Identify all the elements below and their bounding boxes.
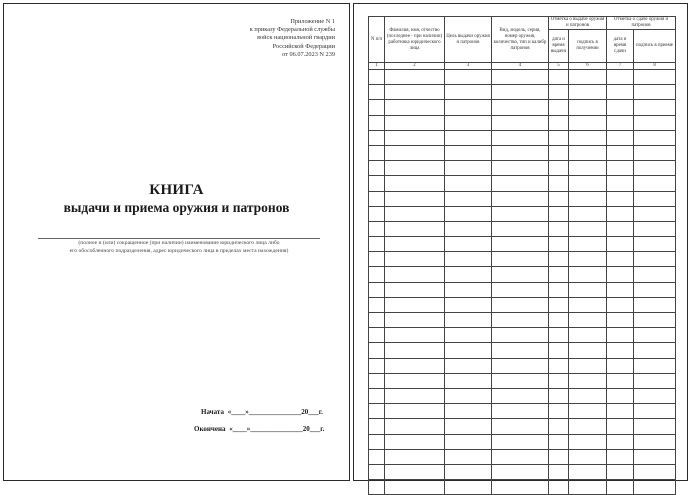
table-cell[interactable]	[385, 419, 445, 434]
table-row	[369, 191, 676, 206]
table-row	[369, 176, 676, 191]
table-cell[interactable]	[549, 404, 569, 419]
table-cell[interactable]	[549, 419, 569, 434]
book-title: КНИГА	[149, 182, 204, 198]
table-cell[interactable]	[385, 343, 445, 358]
end-date-label: Окончена	[194, 425, 226, 433]
table-row	[369, 343, 676, 358]
table-cell[interactable]	[445, 115, 492, 130]
table-cell[interactable]	[569, 434, 607, 449]
organization-fill-line	[38, 238, 320, 239]
appendix-line: Приложение N 1	[290, 18, 335, 25]
table-cell[interactable]	[492, 221, 549, 236]
table-cell[interactable]	[492, 130, 549, 145]
table-cell[interactable]	[369, 297, 385, 312]
start-date-blank: «____»_______________20___г.	[227, 408, 323, 416]
table-cell[interactable]	[445, 85, 492, 100]
table-cell[interactable]	[569, 313, 607, 328]
table-cell[interactable]	[634, 206, 676, 221]
header-return-sign: подпись в приеме	[634, 30, 676, 63]
table-cell[interactable]	[634, 449, 676, 464]
table-cell[interactable]	[549, 237, 569, 252]
table-cell[interactable]	[569, 267, 607, 282]
table-cell[interactable]	[445, 297, 492, 312]
table-cell[interactable]	[369, 252, 385, 267]
table-cell[interactable]	[369, 328, 385, 343]
table-cell[interactable]	[385, 145, 445, 160]
table-row	[369, 480, 676, 495]
book-subtitle: выдачи и приема оружия и патронов	[63, 200, 290, 215]
table-cell[interactable]	[369, 343, 385, 358]
journal-page	[353, 3, 688, 481]
table-cell[interactable]	[607, 161, 634, 176]
table-cell[interactable]	[569, 480, 607, 495]
table-row	[369, 267, 676, 282]
table-cell[interactable]	[607, 100, 634, 115]
table-cell[interactable]	[634, 161, 676, 176]
table-cell[interactable]	[607, 388, 634, 403]
table-cell[interactable]	[492, 358, 549, 373]
table-cell[interactable]	[445, 404, 492, 419]
table-row	[369, 313, 676, 328]
table-cell[interactable]	[569, 145, 607, 160]
table-cell[interactable]	[634, 464, 676, 479]
table-cell[interactable]	[385, 176, 445, 191]
table-cell[interactable]	[385, 267, 445, 282]
table-cell[interactable]	[492, 328, 549, 343]
table-cell[interactable]	[369, 130, 385, 145]
table-cell[interactable]	[369, 70, 385, 85]
table-cell[interactable]	[369, 145, 385, 160]
table-cell[interactable]	[385, 206, 445, 221]
table-cell[interactable]	[607, 297, 634, 312]
table-cell[interactable]	[492, 343, 549, 358]
table-cell[interactable]	[607, 130, 634, 145]
table-cell[interactable]	[385, 191, 445, 206]
table-cell[interactable]	[445, 267, 492, 282]
table-cell[interactable]	[549, 206, 569, 221]
table-cell[interactable]	[634, 85, 676, 100]
table-row	[369, 328, 676, 343]
table-cell[interactable]	[445, 130, 492, 145]
table-cell[interactable]	[445, 419, 492, 434]
table-cell[interactable]	[492, 267, 549, 282]
issue-return-table	[368, 16, 676, 495]
table-cell[interactable]	[492, 313, 549, 328]
table-cell[interactable]	[385, 252, 445, 267]
table-cell[interactable]	[385, 221, 445, 236]
table-cell[interactable]	[569, 252, 607, 267]
table-cell[interactable]	[445, 282, 492, 297]
table-cell[interactable]	[369, 358, 385, 373]
table-cell[interactable]	[634, 328, 676, 343]
table-cell[interactable]	[607, 191, 634, 206]
table-cell[interactable]	[445, 70, 492, 85]
table-cell[interactable]	[569, 373, 607, 388]
table-cell[interactable]	[549, 480, 569, 495]
table-cell[interactable]	[385, 388, 445, 403]
table-row	[369, 434, 676, 449]
table-cell[interactable]	[385, 237, 445, 252]
table-cell[interactable]	[607, 252, 634, 267]
table-cell[interactable]	[607, 343, 634, 358]
table-cell[interactable]	[569, 419, 607, 434]
table-cell[interactable]	[385, 449, 445, 464]
table-cell[interactable]	[607, 221, 634, 236]
table-cell[interactable]	[492, 191, 549, 206]
table-cell[interactable]	[549, 449, 569, 464]
table-cell[interactable]	[385, 373, 445, 388]
table-row	[369, 358, 676, 373]
table-cell[interactable]	[445, 237, 492, 252]
table-row	[369, 419, 676, 434]
table-cell[interactable]	[549, 313, 569, 328]
table-cell[interactable]	[634, 404, 676, 419]
table-row	[369, 449, 676, 464]
table-cell[interactable]	[445, 176, 492, 191]
table-cell[interactable]	[385, 480, 445, 495]
table-cell[interactable]	[569, 449, 607, 464]
table-cell[interactable]	[569, 297, 607, 312]
table-cell[interactable]	[369, 115, 385, 130]
table-cell[interactable]	[445, 480, 492, 495]
table-cell[interactable]	[385, 161, 445, 176]
table-cell[interactable]	[569, 115, 607, 130]
table-cell[interactable]	[569, 358, 607, 373]
table-cell[interactable]	[634, 388, 676, 403]
header-num: N п/п	[369, 17, 385, 63]
table-cell[interactable]	[445, 464, 492, 479]
table-cell[interactable]	[549, 221, 569, 236]
table-cell[interactable]	[445, 313, 492, 328]
table-row	[369, 161, 676, 176]
table-cell[interactable]	[549, 282, 569, 297]
table-cell[interactable]	[607, 85, 634, 100]
table-cell[interactable]	[492, 449, 549, 464]
table-cell[interactable]	[634, 267, 676, 282]
table-cell[interactable]	[369, 419, 385, 434]
column-number: 1	[369, 63, 385, 70]
table-cell[interactable]	[634, 145, 676, 160]
table-cell[interactable]	[634, 434, 676, 449]
table-cell[interactable]	[634, 100, 676, 115]
organization-caption-line: его обособленного подразделения, адрес юридического лица в пределах места нахождения)	[69, 247, 289, 254]
table-cell[interactable]	[569, 130, 607, 145]
table-cell[interactable]	[634, 115, 676, 130]
table-cell[interactable]	[634, 176, 676, 191]
table-cell[interactable]	[492, 373, 549, 388]
header-return-date: дата и время сдачи	[607, 30, 634, 63]
table-cell[interactable]	[549, 191, 569, 206]
table-cell[interactable]	[445, 388, 492, 403]
table-cell[interactable]	[385, 85, 445, 100]
table-row	[369, 115, 676, 130]
table-cell[interactable]	[385, 464, 445, 479]
table-cell[interactable]	[634, 252, 676, 267]
table-cell[interactable]	[549, 328, 569, 343]
table-cell[interactable]	[607, 328, 634, 343]
table-cell[interactable]	[634, 313, 676, 328]
table-cell[interactable]	[607, 373, 634, 388]
table-row	[369, 282, 676, 297]
column-number: 3	[445, 63, 492, 70]
table-cell[interactable]	[634, 237, 676, 252]
table-cell[interactable]	[385, 404, 445, 419]
column-number: 4	[492, 63, 549, 70]
table-cell[interactable]	[492, 464, 549, 479]
table-cell[interactable]	[492, 100, 549, 115]
table-row	[369, 388, 676, 403]
table-cell[interactable]	[549, 70, 569, 85]
table-cell[interactable]	[607, 419, 634, 434]
table-cell[interactable]	[369, 434, 385, 449]
column-number-row	[369, 63, 676, 70]
table-cell[interactable]	[549, 130, 569, 145]
table-cell[interactable]	[385, 100, 445, 115]
column-number: 7	[607, 63, 634, 70]
table-cell[interactable]	[607, 145, 634, 160]
table-cell[interactable]	[445, 161, 492, 176]
appendix-line: войск национальной гвардии	[257, 34, 335, 42]
table-cell[interactable]	[369, 161, 385, 176]
column-number: 8	[634, 63, 676, 70]
table-cell[interactable]	[492, 70, 549, 85]
table-row	[369, 206, 676, 221]
table-cell[interactable]	[369, 404, 385, 419]
table-cell[interactable]	[445, 252, 492, 267]
table-cell[interactable]	[445, 206, 492, 221]
table-cell[interactable]	[369, 100, 385, 115]
table-cell[interactable]	[549, 343, 569, 358]
table-cell[interactable]	[369, 373, 385, 388]
table-cell[interactable]	[634, 358, 676, 373]
table-cell[interactable]	[385, 282, 445, 297]
table-cell[interactable]	[492, 282, 549, 297]
table-cell[interactable]	[385, 328, 445, 343]
table-cell[interactable]	[549, 85, 569, 100]
table-cell[interactable]	[369, 282, 385, 297]
table-cell[interactable]	[445, 343, 492, 358]
table-cell[interactable]	[369, 449, 385, 464]
table-cell[interactable]	[385, 313, 445, 328]
table-cell[interactable]	[492, 176, 549, 191]
table-cell[interactable]	[445, 373, 492, 388]
column-number: 5	[549, 63, 569, 70]
table-cell[interactable]	[369, 313, 385, 328]
table-cell[interactable]	[492, 434, 549, 449]
table-cell[interactable]	[549, 100, 569, 115]
table-cell[interactable]	[634, 373, 676, 388]
header-issue-sign: подпись в получении	[569, 30, 607, 63]
table-cell[interactable]	[607, 237, 634, 252]
table-cell[interactable]	[569, 221, 607, 236]
table-cell[interactable]	[634, 70, 676, 85]
table-cell[interactable]	[385, 70, 445, 85]
table-cell[interactable]	[549, 464, 569, 479]
table-row	[369, 70, 676, 85]
table-row	[369, 237, 676, 252]
table-cell[interactable]	[369, 464, 385, 479]
table-cell[interactable]	[492, 252, 549, 267]
table-cell[interactable]	[369, 85, 385, 100]
organization-caption	[24, 240, 334, 255]
table-cell[interactable]	[569, 464, 607, 479]
table-row	[369, 130, 676, 145]
table-cell[interactable]	[549, 252, 569, 267]
table-cell[interactable]	[445, 434, 492, 449]
table-cell[interactable]	[369, 206, 385, 221]
table-cell[interactable]	[569, 404, 607, 419]
table-row	[369, 221, 676, 236]
table-cell[interactable]	[607, 282, 634, 297]
table-cell[interactable]	[492, 161, 549, 176]
table-cell[interactable]	[369, 267, 385, 282]
table-cell[interactable]	[549, 267, 569, 282]
table-cell[interactable]	[492, 297, 549, 312]
table-cell[interactable]	[569, 161, 607, 176]
table-cell[interactable]	[492, 145, 549, 160]
table-row	[369, 464, 676, 479]
table-cell[interactable]	[445, 221, 492, 236]
appendix-reference	[250, 18, 335, 59]
table-cell[interactable]	[445, 328, 492, 343]
table-cell[interactable]	[569, 206, 607, 221]
table-cell[interactable]	[492, 419, 549, 434]
table-cell[interactable]	[569, 343, 607, 358]
table-cell[interactable]	[445, 358, 492, 373]
table-cell[interactable]	[607, 267, 634, 282]
table-cell[interactable]	[569, 191, 607, 206]
table-cell[interactable]	[634, 282, 676, 297]
table-cell[interactable]	[549, 176, 569, 191]
table-cell[interactable]	[369, 480, 385, 495]
header-purpose: Цель выдачи оружия и патронов	[445, 17, 492, 63]
table-cell[interactable]	[492, 388, 549, 403]
table-cell[interactable]	[549, 434, 569, 449]
table-cell[interactable]	[607, 434, 634, 449]
table-cell[interactable]	[634, 221, 676, 236]
table-cell[interactable]	[549, 161, 569, 176]
table-cell[interactable]	[385, 358, 445, 373]
table-cell[interactable]	[369, 221, 385, 236]
table-row	[369, 404, 676, 419]
table-row	[369, 100, 676, 115]
column-number: 6	[569, 63, 607, 70]
appendix-line: к приказу Федеральной службы	[249, 26, 335, 34]
table-cell[interactable]	[569, 100, 607, 115]
table-cell[interactable]	[445, 449, 492, 464]
header-issue-date: дата и время выдачи	[549, 30, 569, 63]
table-cell[interactable]	[607, 206, 634, 221]
table-cell[interactable]	[607, 176, 634, 191]
table-cell[interactable]	[369, 388, 385, 403]
table-cell[interactable]	[492, 480, 549, 495]
table-cell[interactable]	[634, 419, 676, 434]
table-cell[interactable]	[369, 191, 385, 206]
table-cell[interactable]	[445, 100, 492, 115]
header-issue-group: Отметка о выдаче оружия и патронов	[549, 17, 607, 30]
table-cell[interactable]	[634, 343, 676, 358]
table-cell[interactable]	[634, 191, 676, 206]
table-cell[interactable]	[385, 297, 445, 312]
table-cell[interactable]	[607, 70, 634, 85]
table-cell[interactable]	[607, 404, 634, 419]
table-cell[interactable]	[549, 388, 569, 403]
table-cell[interactable]	[445, 191, 492, 206]
table-row	[369, 297, 676, 312]
table-cell[interactable]	[385, 115, 445, 130]
table-cell[interactable]	[549, 145, 569, 160]
journal-rows	[369, 70, 676, 495]
table-cell[interactable]	[569, 388, 607, 403]
table-cell[interactable]	[607, 464, 634, 479]
table-row	[369, 373, 676, 388]
table-cell[interactable]	[569, 85, 607, 100]
table-cell[interactable]	[549, 297, 569, 312]
table-cell[interactable]	[492, 85, 549, 100]
table-cell[interactable]	[634, 480, 676, 495]
table-cell[interactable]	[607, 358, 634, 373]
table-cell[interactable]	[607, 480, 634, 495]
table-cell[interactable]	[492, 206, 549, 221]
table-cell[interactable]	[369, 237, 385, 252]
table-cell[interactable]	[385, 130, 445, 145]
appendix-line: Российской Федерации	[272, 42, 335, 50]
table-row	[369, 145, 676, 160]
column-number: 2	[385, 63, 445, 70]
header-weapon: Вид, модель, серия, номер оружия, количество, тип и калибр патронов	[492, 17, 549, 63]
table-cell[interactable]	[492, 404, 549, 419]
table-cell[interactable]	[634, 130, 676, 145]
table-cell[interactable]	[607, 115, 634, 130]
table-cell[interactable]	[549, 115, 569, 130]
table-cell[interactable]	[569, 176, 607, 191]
start-date-field	[201, 408, 323, 416]
table-cell[interactable]	[445, 145, 492, 160]
end-date-blank: «____»_______________20___г.	[229, 425, 325, 433]
table-cell[interactable]	[569, 282, 607, 297]
table-cell[interactable]	[634, 297, 676, 312]
table-cell[interactable]	[549, 373, 569, 388]
appendix-line: от 06.07.2023 N 239	[282, 50, 335, 58]
organization-caption-line: (полное и (или) сокращенное (при наличии) наименование юридического лица либо	[78, 240, 280, 246]
table-row	[369, 85, 676, 100]
book-cover-page	[3, 3, 350, 481]
header-row-top	[369, 17, 676, 30]
header-employee-name: Фамилия, имя, отчество (последнее - при наличии) работника юридического лица	[385, 17, 445, 63]
header-return-group: Отметка о сдаче оружия и патронов	[607, 17, 676, 30]
table-cell[interactable]	[549, 358, 569, 373]
table-cell[interactable]	[569, 70, 607, 85]
table-cell[interactable]	[385, 434, 445, 449]
table-cell[interactable]	[607, 449, 634, 464]
table-cell[interactable]	[369, 176, 385, 191]
table-cell[interactable]	[492, 115, 549, 130]
table-cell[interactable]	[492, 237, 549, 252]
end-date-field	[194, 425, 324, 433]
table-cell[interactable]	[569, 328, 607, 343]
table-cell[interactable]	[607, 313, 634, 328]
table-row	[369, 252, 676, 267]
start-date-label: Начата	[201, 408, 224, 416]
table-cell[interactable]	[569, 237, 607, 252]
